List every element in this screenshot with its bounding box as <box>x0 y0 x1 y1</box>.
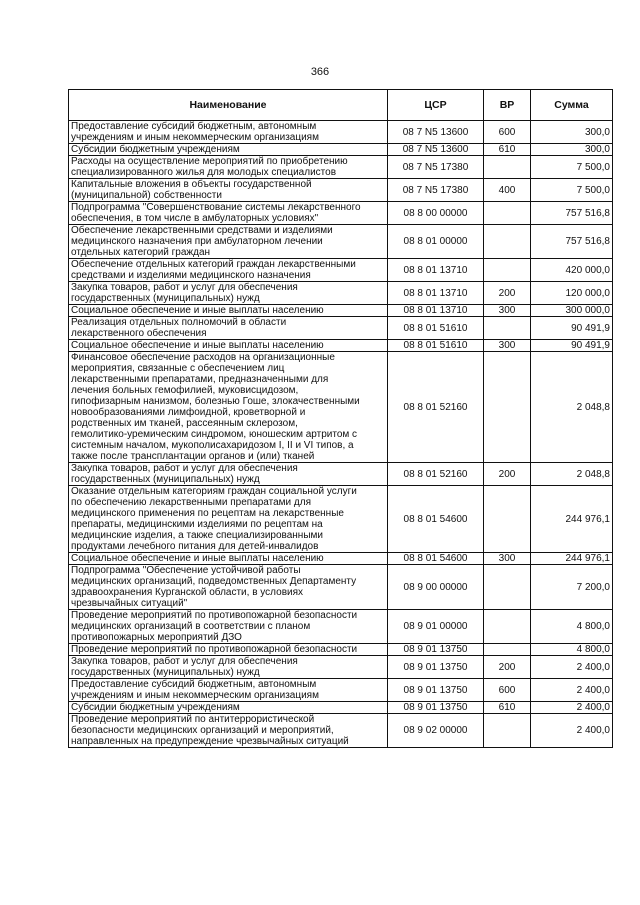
cell-vr: 610 <box>484 144 531 156</box>
cell-name: Закупка товаров, работ и услуг для обеспечения государственных (муниципальных) нужд <box>69 463 388 486</box>
cell-sum: 7 500,0 <box>531 179 613 202</box>
cell-sum: 757 516,8 <box>531 225 613 259</box>
cell-name: Социальное обеспечение и иные выплаты населению <box>69 305 388 317</box>
budget-table <box>68 89 613 748</box>
cell-sum: 4 800,0 <box>531 610 613 644</box>
cell-sum: 7 500,0 <box>531 156 613 179</box>
table-row <box>69 202 613 225</box>
cell-csr: 08 7 N5 13600 <box>388 121 484 144</box>
table-row <box>69 317 613 340</box>
cell-vr <box>484 317 531 340</box>
cell-sum: 244 976,1 <box>531 486 613 553</box>
cell-sum: 2 400,0 <box>531 714 613 748</box>
table-row <box>69 644 613 656</box>
cell-vr <box>484 202 531 225</box>
cell-csr: 08 9 02 00000 <box>388 714 484 748</box>
cell-csr: 08 8 01 13710 <box>388 259 484 282</box>
cell-name: Социальное обеспечение и иные выплаты населению <box>69 340 388 352</box>
header-csr: ЦСР <box>388 90 484 121</box>
cell-vr: 600 <box>484 679 531 702</box>
cell-csr: 08 8 01 13710 <box>388 305 484 317</box>
cell-vr: 200 <box>484 463 531 486</box>
cell-name: Капитальные вложения в объекты государственной (муниципальной) собственности <box>69 179 388 202</box>
cell-csr: 08 8 01 54600 <box>388 486 484 553</box>
cell-csr: 08 9 01 13750 <box>388 702 484 714</box>
cell-sum: 2 400,0 <box>531 679 613 702</box>
cell-name: Субсидии бюджетным учреждениям <box>69 702 388 714</box>
cell-vr: 610 <box>484 702 531 714</box>
table-row <box>69 305 613 317</box>
cell-csr: 08 8 01 00000 <box>388 225 484 259</box>
page-number: 366 <box>310 66 330 78</box>
cell-sum: 120 000,0 <box>531 282 613 305</box>
cell-vr: 300 <box>484 305 531 317</box>
table-row <box>69 156 613 179</box>
cell-vr <box>484 565 531 610</box>
table-header-row <box>69 90 613 121</box>
cell-csr: 08 9 01 00000 <box>388 610 484 644</box>
cell-vr <box>484 714 531 748</box>
table-row <box>69 340 613 352</box>
cell-name: Расходы на осуществление мероприятий по приобретению специализированного жилья для молодых специалистов <box>69 156 388 179</box>
cell-name: Подпрограмма "Обеспечение устойчивой работы медицинских организаций, подведомственных Департаменту здравоохранения Курганской области, в условиях чрезвычайных ситуаций" <box>69 565 388 610</box>
cell-vr <box>484 259 531 282</box>
table-row <box>69 352 613 463</box>
cell-csr: 08 8 01 52160 <box>388 352 484 463</box>
cell-csr: 08 8 01 51610 <box>388 317 484 340</box>
cell-vr <box>484 610 531 644</box>
cell-csr: 08 8 01 13710 <box>388 282 484 305</box>
cell-sum: 2 048,8 <box>531 463 613 486</box>
cell-name: Обеспечение отдельных категорий граждан лекарственными средствами и изделиями медицинского назначения <box>69 259 388 282</box>
cell-vr <box>484 486 531 553</box>
cell-vr <box>484 156 531 179</box>
cell-csr: 08 8 00 00000 <box>388 202 484 225</box>
cell-name: Закупка товаров, работ и услуг для обеспечения государственных (муниципальных) нужд <box>69 656 388 679</box>
cell-vr <box>484 644 531 656</box>
cell-sum: 420 000,0 <box>531 259 613 282</box>
cell-vr: 200 <box>484 656 531 679</box>
cell-csr: 08 9 00 00000 <box>388 565 484 610</box>
table-row <box>69 714 613 748</box>
table-body <box>69 121 613 748</box>
table-row <box>69 179 613 202</box>
cell-csr: 08 8 01 54600 <box>388 553 484 565</box>
table-row <box>69 486 613 553</box>
cell-vr: 600 <box>484 121 531 144</box>
cell-sum: 2 400,0 <box>531 656 613 679</box>
header-vr: ВР <box>484 90 531 121</box>
cell-vr: 300 <box>484 340 531 352</box>
cell-sum: 2 048,8 <box>531 352 613 463</box>
cell-name: Оказание отдельным категориям граждан социальной услуги по обеспечению лекарственными препаратами для медицинского применения по рецептам на лекарственные препараты, медицинскими изделиями по рецептам на медицинские изделия, а также специализированными продуктами лечебного питания для детей-инвалидов <box>69 486 388 553</box>
cell-sum: 4 800,0 <box>531 644 613 656</box>
cell-name: Подпрограмма "Совершенствование системы лекарственного обеспечения, в том числе в амбулаторных условиях" <box>69 202 388 225</box>
cell-name: Проведение мероприятий по противопожарной безопасности <box>69 644 388 656</box>
cell-name: Предоставление субсидий бюджетным, автономным учреждениям и иным некоммерческим организациям <box>69 121 388 144</box>
cell-name: Финансовое обеспечение расходов на организационные мероприятия, связанные с обеспечением лиц лекарственными препаратами, предназначенными для лечения больных гемофилией, муковисцидозом, гипофизарным нанизмом, болезнью Гоше, злокачественными новообразованиями лимфоидной, кроветворной и родственных им тканей, рассеянным склерозом, гемолитико-уремическим синдромом, юношеским артритом с системным началом, мукополисахаридозом I, II и VI типов, а также после трансплантации органов и (или) тканей <box>69 352 388 463</box>
cell-sum: 300,0 <box>531 121 613 144</box>
cell-sum: 244 976,1 <box>531 553 613 565</box>
cell-sum: 90 491,9 <box>531 317 613 340</box>
header-name: Наименование <box>69 90 388 121</box>
cell-vr <box>484 352 531 463</box>
cell-csr: 08 9 01 13750 <box>388 644 484 656</box>
cell-csr: 08 8 01 52160 <box>388 463 484 486</box>
cell-sum: 90 491,9 <box>531 340 613 352</box>
table-row <box>69 565 613 610</box>
cell-name: Социальное обеспечение и иные выплаты населению <box>69 553 388 565</box>
table-row <box>69 259 613 282</box>
table-row <box>69 610 613 644</box>
cell-name: Проведение мероприятий по антитеррористической безопасности медицинских организаций и мероприятий, направленных на предупреждение чрезвычайных ситуаций <box>69 714 388 748</box>
table-row <box>69 463 613 486</box>
table-row <box>69 679 613 702</box>
header-sum: Сумма <box>531 90 613 121</box>
table-row <box>69 121 613 144</box>
table-row <box>69 225 613 259</box>
cell-sum: 300,0 <box>531 144 613 156</box>
cell-csr: 08 9 01 13750 <box>388 656 484 679</box>
table-row <box>69 553 613 565</box>
table-row <box>69 144 613 156</box>
cell-sum: 2 400,0 <box>531 702 613 714</box>
cell-sum: 300 000,0 <box>531 305 613 317</box>
cell-vr <box>484 225 531 259</box>
cell-csr: 08 8 01 51610 <box>388 340 484 352</box>
cell-csr: 08 9 01 13750 <box>388 679 484 702</box>
table-row <box>69 702 613 714</box>
cell-csr: 08 7 N5 17380 <box>388 156 484 179</box>
cell-name: Предоставление субсидий бюджетным, автономным учреждениям и иным некоммерческим организациям <box>69 679 388 702</box>
cell-name: Обеспечение лекарственными средствами и изделиями медицинского назначения при амбулаторном лечении отдельных категорий граждан <box>69 225 388 259</box>
cell-vr: 200 <box>484 282 531 305</box>
table-row <box>69 656 613 679</box>
cell-name: Реализация отдельных полномочий в области лекарственного обеспечения <box>69 317 388 340</box>
cell-vr: 300 <box>484 553 531 565</box>
cell-vr: 400 <box>484 179 531 202</box>
cell-name: Закупка товаров, работ и услуг для обеспечения государственных (муниципальных) нужд <box>69 282 388 305</box>
cell-csr: 08 7 N5 13600 <box>388 144 484 156</box>
table-row <box>69 282 613 305</box>
cell-name: Субсидии бюджетным учреждениям <box>69 144 388 156</box>
cell-csr: 08 7 N5 17380 <box>388 179 484 202</box>
cell-sum: 757 516,8 <box>531 202 613 225</box>
cell-sum: 7 200,0 <box>531 565 613 610</box>
cell-name: Проведение мероприятий по противопожарной безопасности медицинских организаций в соответствии с планом противопожарных мероприятий ДЗО <box>69 610 388 644</box>
